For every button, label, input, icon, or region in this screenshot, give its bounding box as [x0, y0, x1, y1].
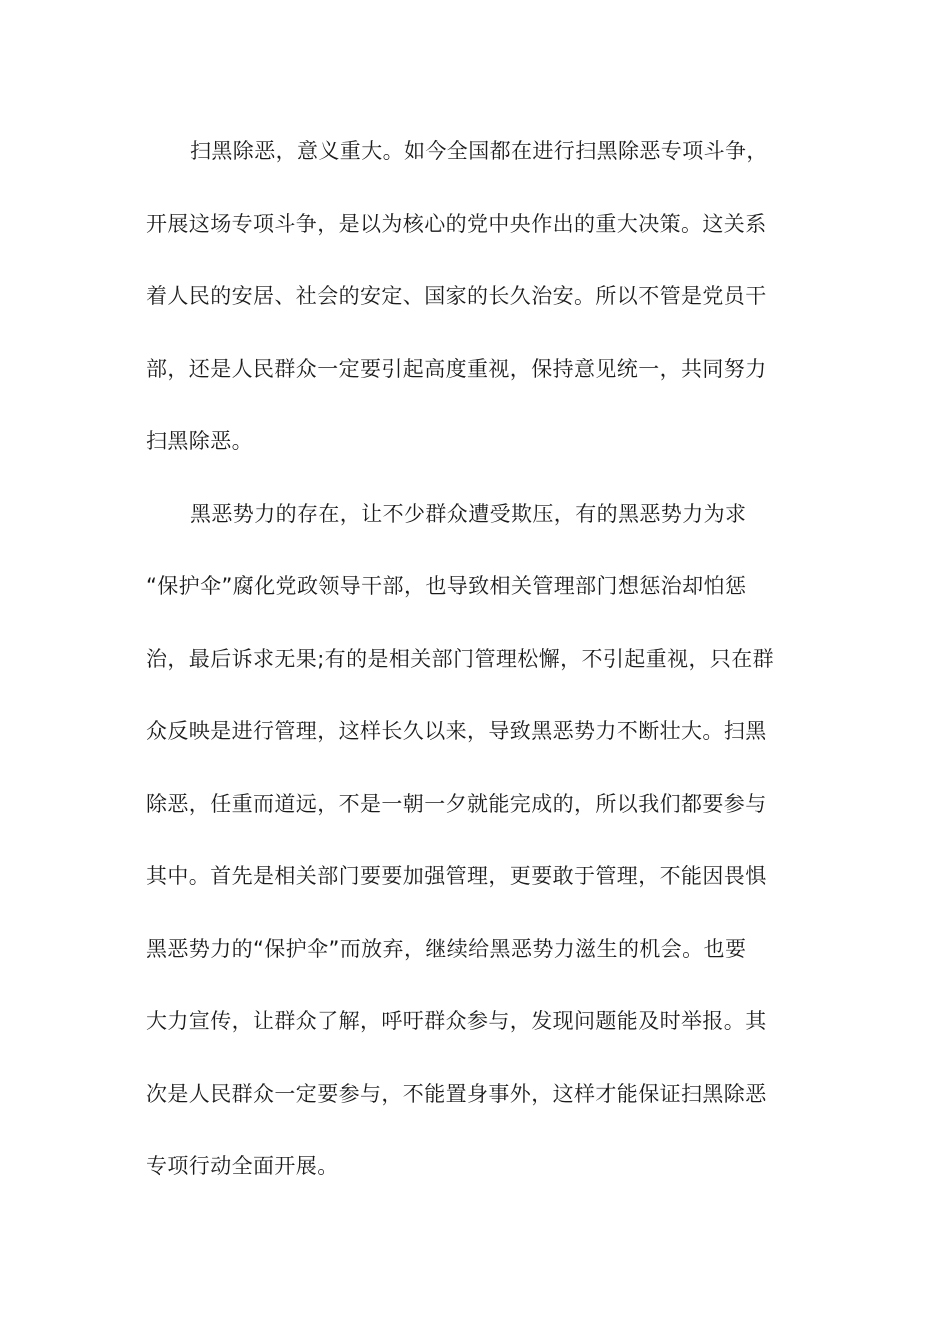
paragraph-line: 着人民的安居、社会的安定、国家的长久治安。所以不管是党员干 — [146, 284, 767, 308]
paragraph-line: 扫黑除恶，意义重大。如今全国都在进行扫黑除恶专项斗争， — [190, 139, 768, 163]
paragraph-line: 黑恶势力的存在，让不少群众遭受欺压，有的黑恶势力为求 — [190, 501, 747, 526]
paragraph-line: 次是人民群众一定要参与，不能置身事外，这样才能保证扫黑除恶 — [146, 1081, 767, 1106]
paragraph-line: 众反映是进行管理，这样长久以来，导致黑恶势力不断壮大。扫黑 — [146, 719, 767, 743]
paragraph-line: 部，还是人民群众一定要引起高度重视，保持意见统一，共同努力 — [146, 356, 767, 381]
paragraph-1 — [146, 127, 798, 465]
paragraph-line: 除恶，任重而道远，不是一朝一夕就能完成的，所以我们都要参与 — [146, 791, 767, 816]
paragraph-line: 其中。首先是相关部门要要加强管理，更要敢于管理，不能因畏惧 — [146, 864, 767, 888]
paragraph-2 — [146, 490, 798, 1191]
paragraph-line: 扫黑除恶。 — [146, 429, 253, 453]
paragraph-line: “保护伞”腐化党政领导干部，也导致相关管理部门想惩治却怕惩 — [146, 574, 747, 598]
paragraph-line: 开展这场专项斗争，是以为核心的党中央作出的重大决策。这关系 — [146, 211, 767, 236]
document-body — [146, 127, 798, 1190]
paragraph-line: 治，最后诉求无果;有的是相关部门管理松懈，不引起重视，只在群 — [146, 646, 775, 671]
paragraph-line: 专项行动全面开展。 — [146, 1154, 339, 1178]
paragraph-line: 黑恶势力的“保护伞”而放弃，继续给黑恶势力滋生的机会。也要 — [146, 936, 747, 961]
paragraph-line: 大力宣传，让群众了解，呼吁群众参与，发现问题能及时举报。其 — [146, 1009, 767, 1033]
